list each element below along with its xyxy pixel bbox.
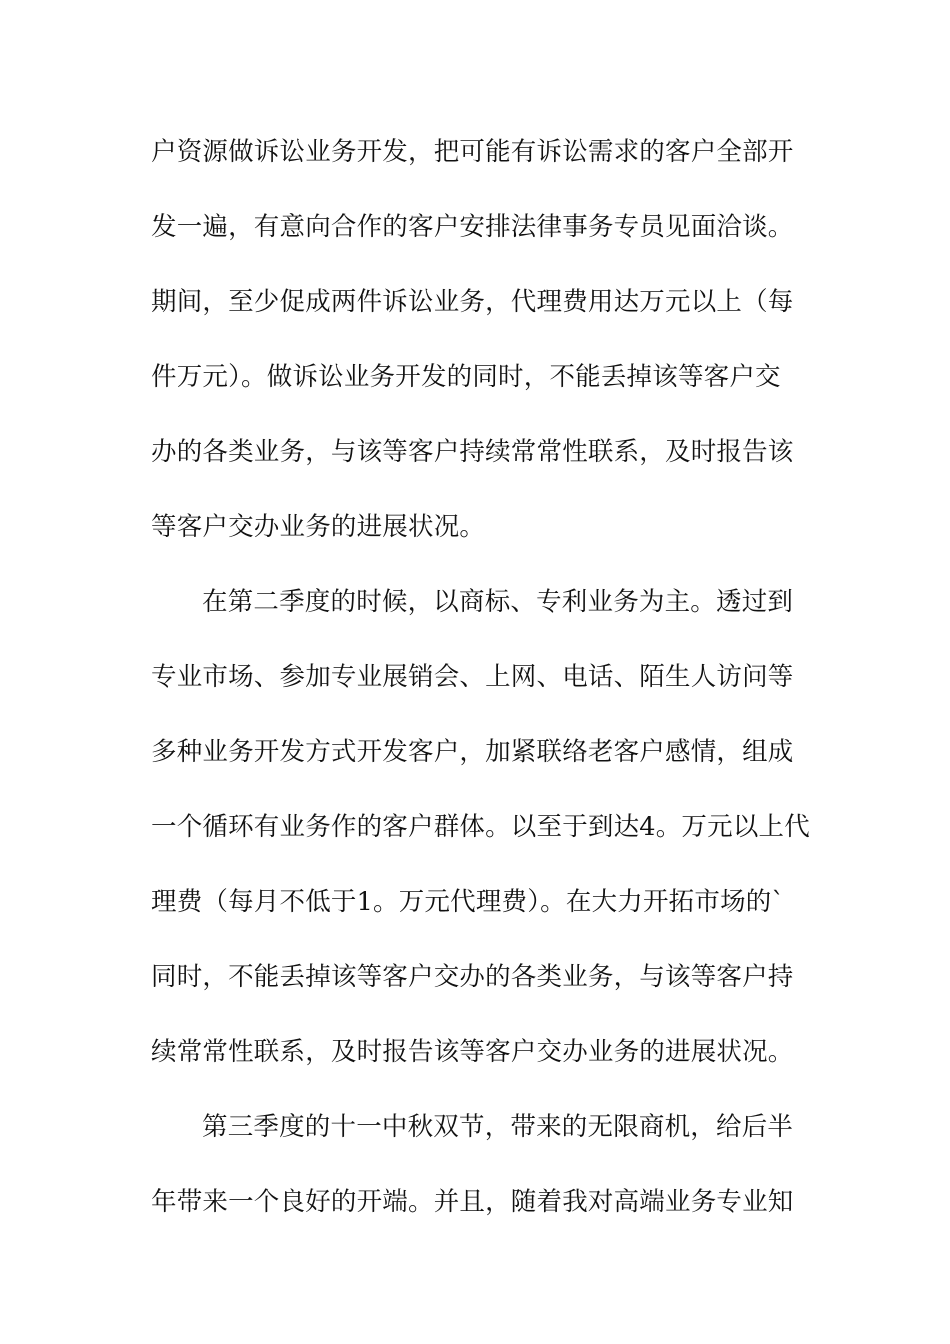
text-line: 多种业务开发方式开发客户，加紧联络老客户感情，组成 [151, 737, 794, 767]
text-line: 户资源做诉讼业务开发，把可能有诉讼需求的客户全部开 [151, 137, 794, 167]
text-line: 续常常性联系，及时报告该等客户交办业务的进展状况。 [151, 1037, 794, 1067]
document-body [151, 127, 816, 1252]
text-line: 理费（每月不低于1。万元代理费）。在大力开拓市场的` [151, 887, 785, 917]
text-line: 同时，不能丢掉该等客户交办的各类业务，与该等客户持 [151, 962, 794, 992]
text-line: 期间，至少促成两件诉讼业务，代理费用达万元以上（每 [151, 287, 794, 317]
text-line: 等客户交办业务的进展状况。 [151, 512, 486, 542]
paragraph-first-line: 第三季度的十一中秋双节，带来的无限商机，给后半 [202, 1112, 794, 1142]
text-line: 件万元）。做诉讼业务开发的同时，不能丢掉该等客户交 [151, 362, 781, 392]
text-line: 专业市场、参加专业展销会、上网、电话、陌生人访问等 [151, 662, 794, 692]
text-line: 年带来一个良好的开端。并且，随着我对高端业务专业知 [151, 1187, 794, 1217]
paragraph-first-line: 在第二季度的时候，以商标、专利业务为主。透过到 [202, 587, 794, 617]
text-line: 一个循环有业务作的客户群体。以至于到达4。万元以上代 [151, 812, 810, 842]
text-line: 办的各类业务，与该等客户持续常常性联系，及时报告该 [151, 437, 794, 467]
text-line: 发一遍，有意向合作的客户安排法律事务专员见面洽谈。 [151, 212, 794, 242]
